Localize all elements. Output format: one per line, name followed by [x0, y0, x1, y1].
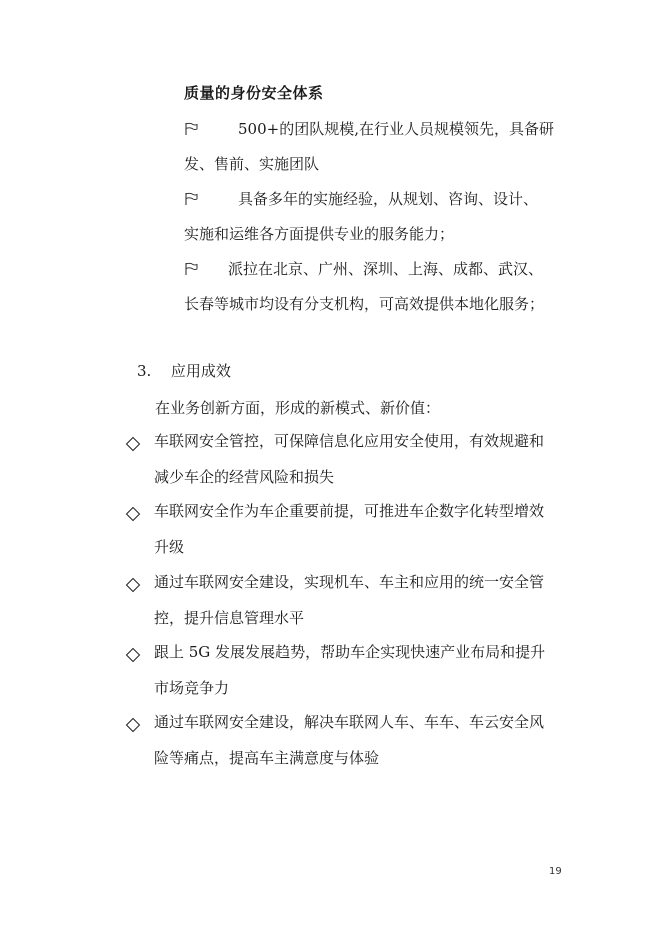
- diamond-bullet-icon: [125, 436, 141, 452]
- section-title: [137, 360, 231, 381]
- flag-item-line1: 具备多年的实施经验，从规划、咨询、设计、: [238, 190, 539, 208]
- diamond-bullet-icon: [125, 717, 141, 733]
- diamond-bullet-icon: [125, 647, 141, 663]
- flag-icon: [184, 121, 200, 137]
- page-number: 19: [549, 866, 562, 877]
- bullet-line2: 市场竞争力: [154, 679, 230, 697]
- bullet-line1: 车联网安全作为车企重要前提，可推进车企数字化转型增效: [154, 502, 545, 520]
- bullet-line2: 减少车企的经营风险和损失: [154, 468, 335, 486]
- flag-item-line1: 500+的团队规模,在行业人员规模领先，具备研: [238, 120, 554, 138]
- flag-item-line2: 实施和运维各方面提供专业的服务能力；: [184, 225, 455, 243]
- flag-icon: [184, 261, 200, 277]
- bullet-line1: 跟上 5G 发展发展趋势，帮助车企实现快速产业布局和提升: [154, 643, 546, 661]
- bullet-line2: 升级: [154, 538, 185, 556]
- flag-item-line2: 长春等城市均设有分支机构，可高效提供本地化服务；: [184, 295, 545, 313]
- bullet-line1: 通过车联网安全建设，解决车联网人车、车车、车云安全风: [154, 713, 545, 731]
- intro-paragraph: 在业务创新方面，形成的新模式、新价值：: [155, 399, 441, 417]
- bullet-line2: 控，提升信息管理水平: [154, 609, 305, 627]
- section-number: 3.: [137, 362, 152, 380]
- flag-list-item: [184, 182, 564, 252]
- bullet-line1: 通过车联网安全建设，实现机车、车主和应用的统一安全管: [154, 573, 545, 591]
- flag-list-item: [184, 252, 564, 322]
- flag-icon: [184, 191, 200, 207]
- bullet-line1: 车联网安全管控，可保障信息化应用安全使用，有效规避和: [154, 432, 545, 450]
- bullet-line2: 险等痛点，提高车主满意度与体验: [154, 749, 380, 767]
- diamond-bullet-icon: [125, 506, 141, 522]
- section-heading: 质量的身份安全体系: [184, 84, 324, 102]
- flag-list-item: [184, 112, 564, 182]
- flag-item-line1: 派拉在北京、广州、深圳、上海、成都、武汉、: [228, 260, 544, 278]
- diamond-bullet-icon: [125, 577, 141, 593]
- section-title-text: 应用成效: [170, 362, 231, 380]
- flag-item-line2: 发、售前、实施团队: [184, 155, 320, 173]
